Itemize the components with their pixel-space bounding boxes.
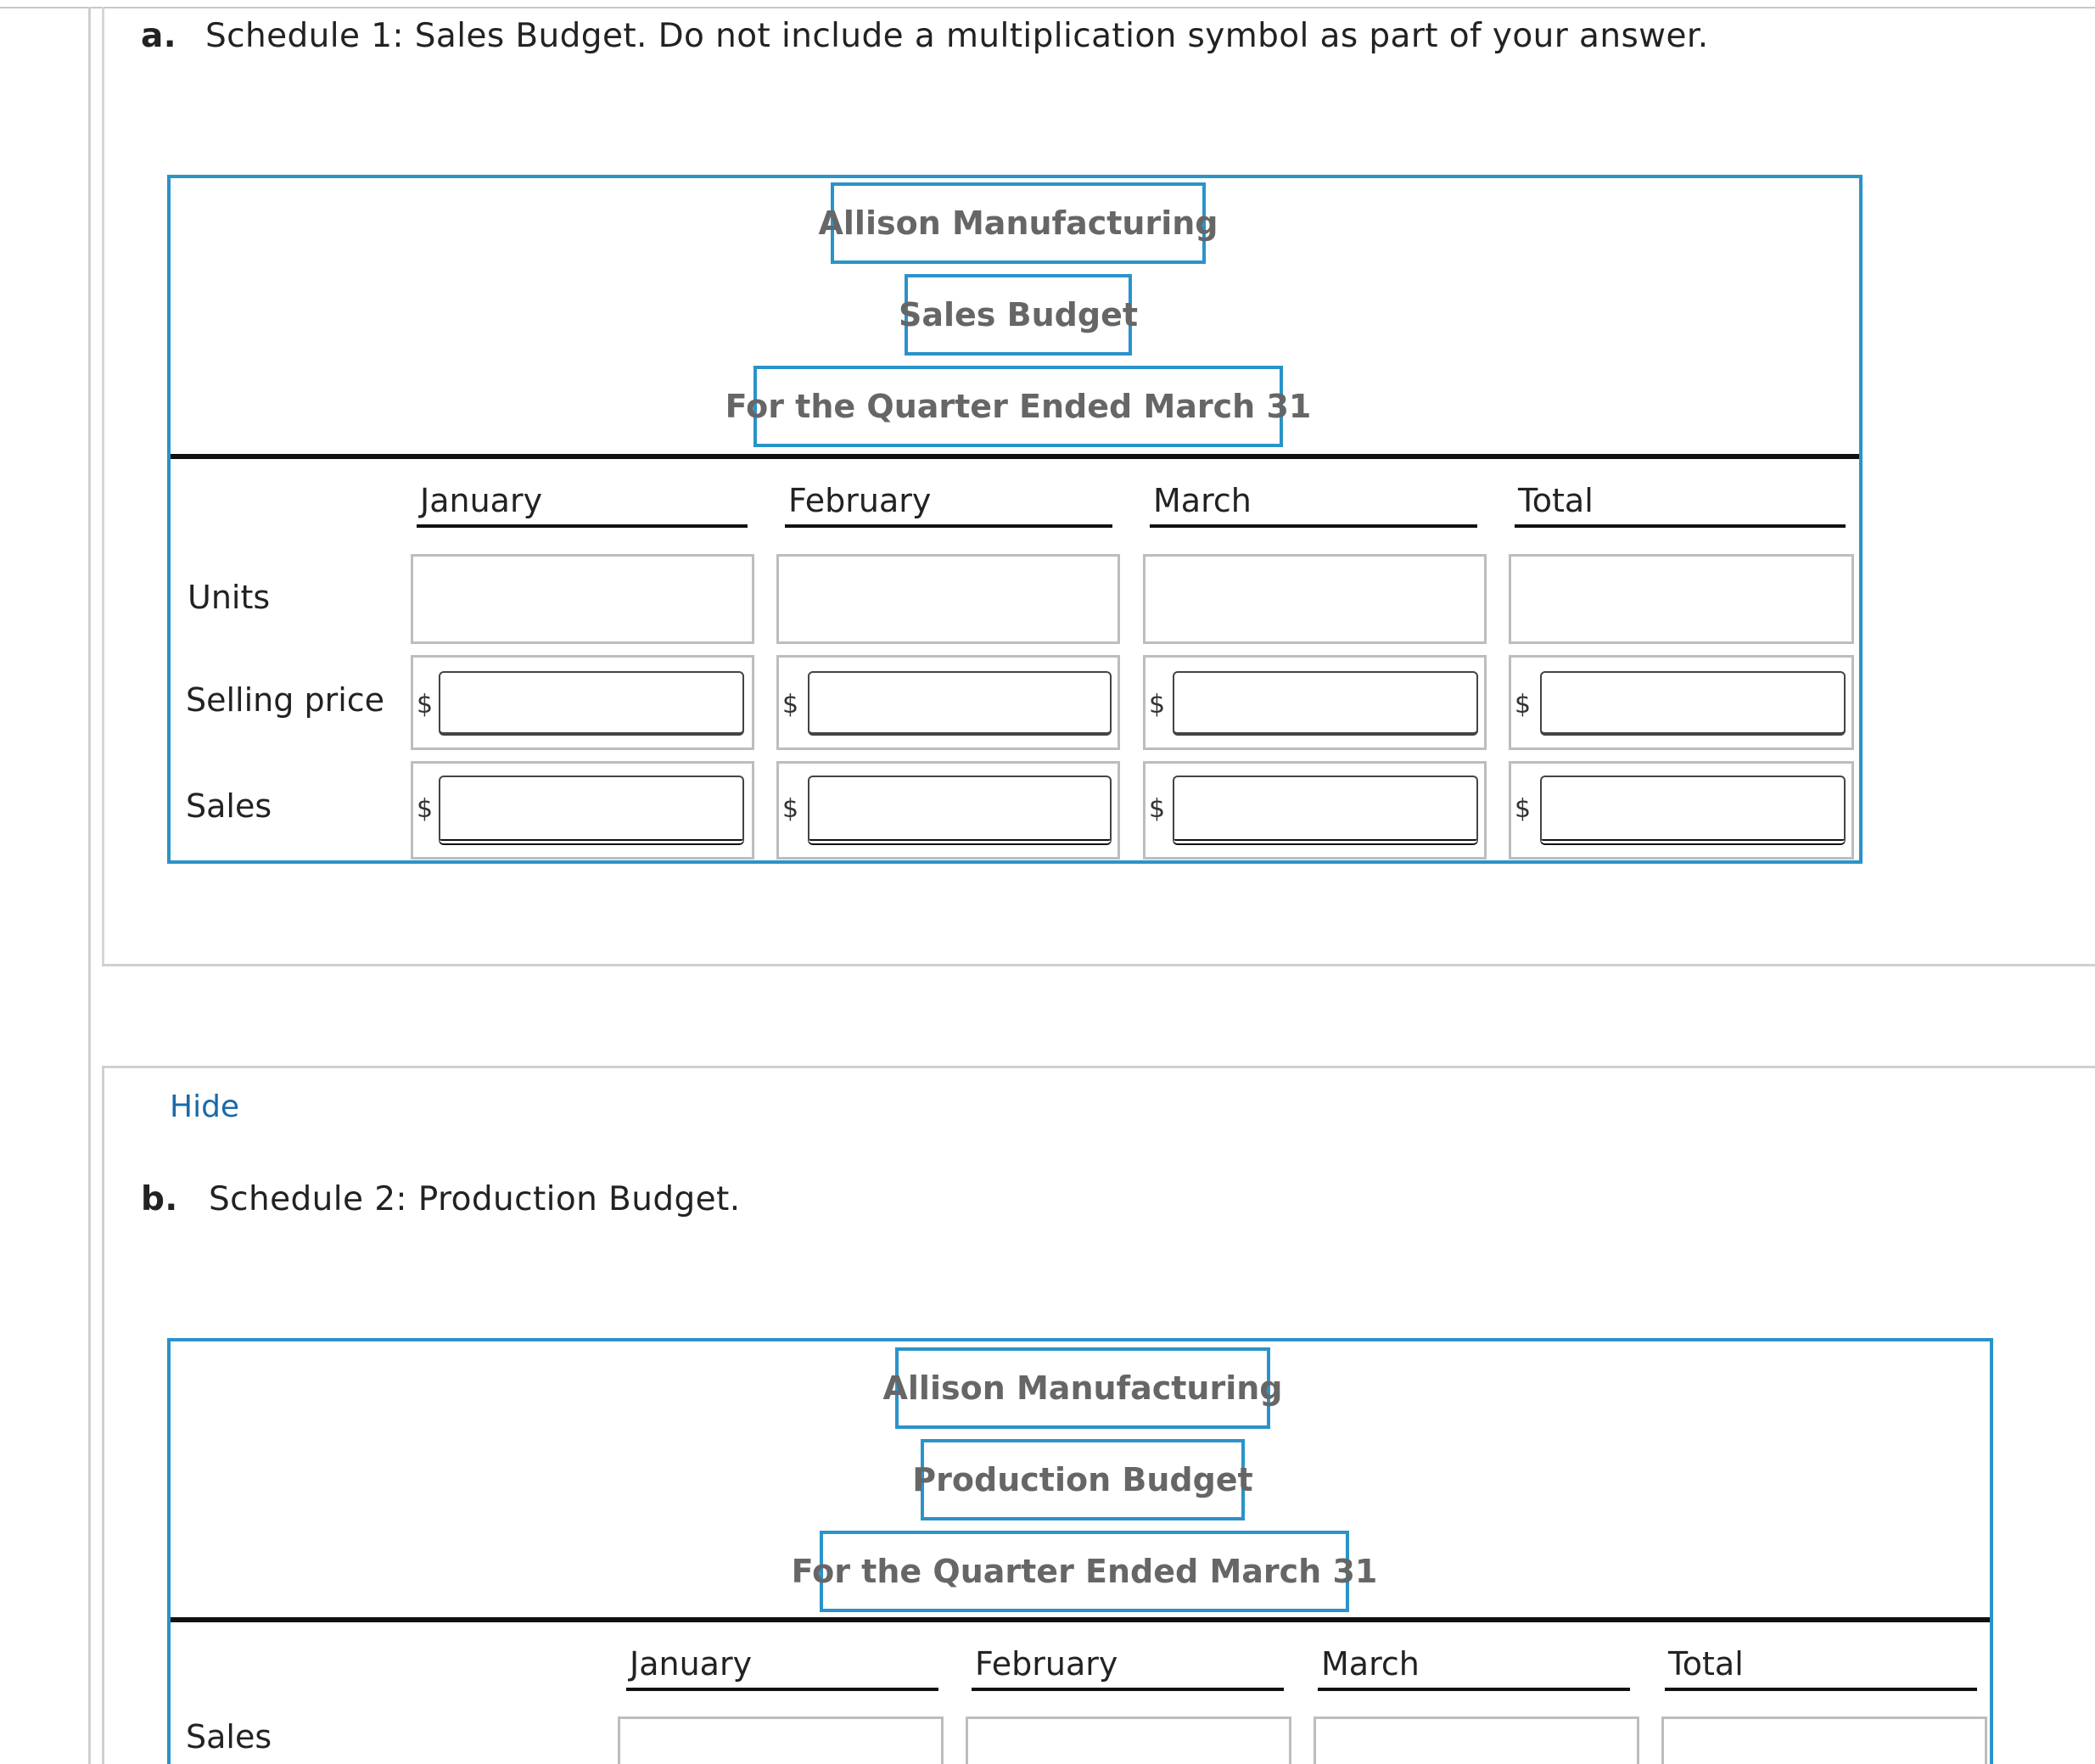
sales-total-february-input[interactable] [808, 776, 1112, 845]
production-company-title: Allison Manufacturing [895, 1347, 1270, 1429]
card-a-bottom-border [102, 964, 2095, 966]
sales-row-sales-label: Sales [186, 787, 272, 825]
sales-total-march-input[interactable] [1173, 776, 1478, 845]
sales-price-march-dollar: $ [1149, 690, 1166, 720]
card-a-left-border [102, 7, 104, 966]
production-col-january: January [626, 1645, 938, 1691]
sales-col-total: Total [1515, 482, 1846, 528]
sales-period-title: For the Quarter Ended March 31 [753, 366, 1283, 447]
sales-units-january-cell [411, 554, 754, 644]
sales-units-february-input[interactable] [781, 558, 1116, 640]
question-b [141, 1180, 741, 1218]
sales-total-february-cell [776, 761, 1120, 860]
sales-total-total-dollar: $ [1515, 794, 1532, 824]
sales-price-february-cell [776, 655, 1120, 750]
sales-units-january-input[interactable] [415, 558, 750, 640]
sales-price-february-input[interactable] [808, 671, 1112, 736]
sales-units-total-cell [1509, 554, 1854, 644]
production-col-total: Total [1665, 1645, 1977, 1691]
production-sales-march-cell [1314, 1716, 1639, 1764]
sales-header-rule [171, 454, 1859, 459]
sales-price-february-dollar: $ [782, 690, 799, 720]
sales-total-january-dollar: $ [417, 794, 434, 824]
page-left-border [88, 7, 91, 1764]
sales-total-january-input[interactable] [439, 776, 744, 845]
question-b-letter: b. [141, 1180, 178, 1218]
sales-row-selling-price-label: Selling price [186, 681, 385, 719]
production-sales-total-input[interactable] [1666, 1721, 1983, 1764]
sales-price-total-cell [1509, 655, 1854, 750]
sales-col-january: January [417, 482, 748, 528]
production-row-sales-label: Sales [186, 1718, 272, 1756]
production-sales-march-input[interactable] [1318, 1721, 1635, 1764]
production-col-february: February [972, 1645, 1284, 1691]
sales-col-february: February [785, 482, 1112, 528]
production-sales-january-cell [618, 1716, 944, 1764]
sales-price-march-input[interactable] [1173, 671, 1478, 736]
production-sales-total-cell [1661, 1716, 1987, 1764]
sales-price-january-cell [411, 655, 754, 750]
question-a [141, 17, 1709, 55]
sales-units-february-cell [776, 554, 1120, 644]
sales-row-units-label: Units [188, 579, 271, 616]
production-period-title: For the Quarter Ended March 31 [820, 1531, 1349, 1612]
production-sales-february-cell [966, 1716, 1291, 1764]
hide-link[interactable]: Hide [170, 1089, 240, 1124]
production-budget-title: Production Budget [921, 1439, 1245, 1520]
sales-budget-title: Sales Budget [905, 274, 1132, 356]
sales-price-march-cell [1143, 655, 1487, 750]
production-header-rule [171, 1617, 1990, 1622]
sales-price-total-dollar: $ [1515, 690, 1532, 720]
sales-total-total-input[interactable] [1540, 776, 1846, 845]
sales-price-january-dollar: $ [417, 690, 434, 720]
production-sales-january-input[interactable] [622, 1721, 939, 1764]
sales-units-march-input[interactable] [1147, 558, 1482, 640]
sales-units-total-input[interactable] [1513, 558, 1850, 640]
production-sales-february-input[interactable] [970, 1721, 1287, 1764]
sales-total-march-cell [1143, 761, 1487, 860]
sales-price-total-input[interactable] [1540, 671, 1846, 736]
question-a-prompt: Schedule 1: Sales Budget. Do not include a multiplication symbol as part of your answer. [205, 17, 1709, 55]
question-b-prompt: Schedule 2: Production Budget. [209, 1180, 741, 1218]
sales-total-total-cell [1509, 761, 1854, 860]
sales-price-january-input[interactable] [439, 671, 744, 736]
page-top-divider [0, 7, 2095, 8]
sales-units-march-cell [1143, 554, 1487, 644]
sales-total-march-dollar: $ [1149, 794, 1166, 824]
sales-total-february-dollar: $ [782, 794, 799, 824]
production-budget-panel [167, 1338, 1993, 1764]
sales-company-title: Allison Manufacturing [831, 182, 1206, 264]
sales-total-january-cell [411, 761, 754, 860]
sales-col-march: March [1150, 482, 1477, 528]
sales-budget-panel [167, 175, 1863, 864]
production-col-march: March [1318, 1645, 1630, 1691]
question-a-letter: a. [141, 17, 176, 55]
